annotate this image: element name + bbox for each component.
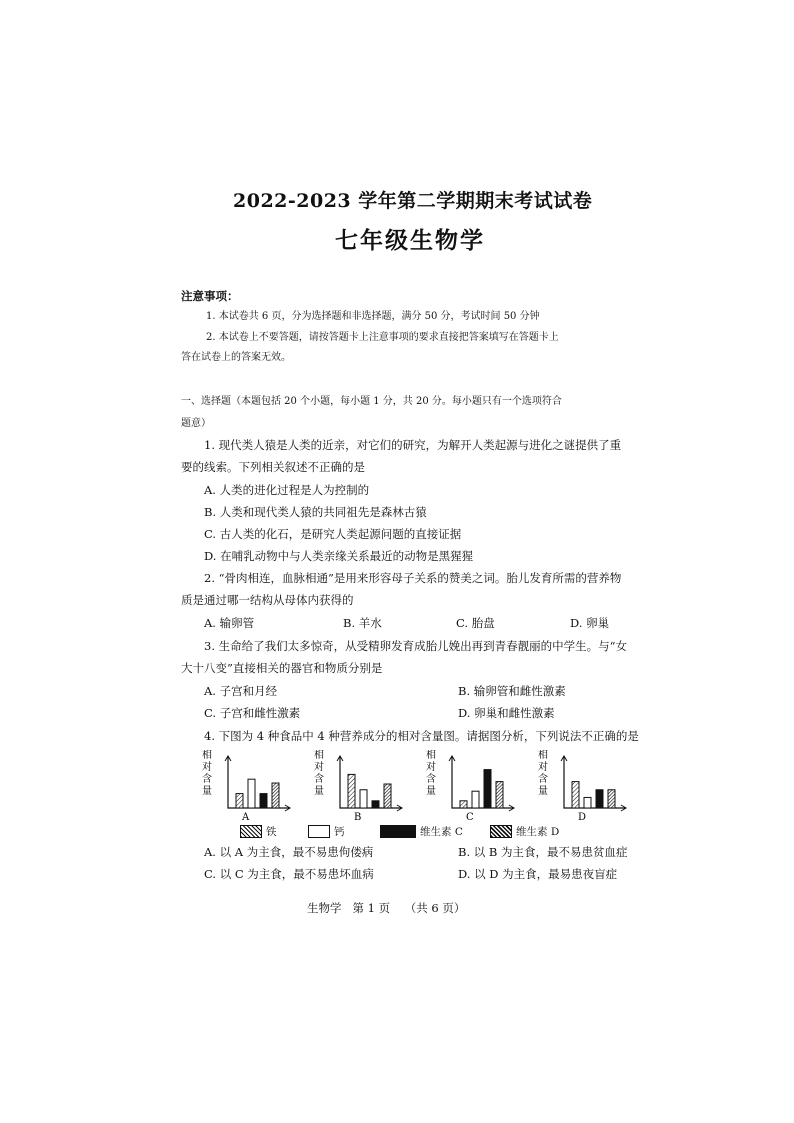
q3-stem-cont: 大十八变”直接相关的器官和物质分别是	[181, 661, 383, 675]
y-axis-label-char: 相	[314, 750, 324, 761]
hatch-swatch-icon	[240, 825, 262, 838]
chart-panel-b	[314, 750, 402, 823]
y-axis-label-char: 对	[314, 762, 324, 773]
y-axis-label-char: 量	[314, 786, 324, 797]
q1-stem-cont: 要的线索。下列相关叙述不正确的是	[181, 460, 365, 474]
panel-label: C	[466, 812, 474, 823]
notice-item-1: 1. 本试卷共 6 页，分为选择题和非选择题，满分 50 分，考试时间 50 分钟	[206, 311, 540, 322]
bar-b-2	[372, 801, 379, 808]
legend-vitamin-d: 维生素 D	[490, 824, 559, 839]
q1-option-d: D. 在哺乳动物中与人类亲缘关系最近的动物是黑猩猩	[204, 549, 474, 563]
q3-stem: 3. 生命给了我们太多惊奇，从受精卵发育成胎儿娩出再到青春靓丽的中学生。与“女	[204, 639, 628, 653]
bar-c-0	[460, 801, 467, 808]
q3-option-b: B. 输卵管和雌性激素	[458, 684, 566, 698]
legend-vitamin-c: 维生素 C	[380, 824, 463, 839]
q1-option-b: B. 人类和现代类人猿的共同祖先是森林古猿	[204, 505, 427, 519]
q2-option-d: D. 卵巢	[570, 616, 610, 630]
q2-stem: 2. “骨肉相连，血脉相通”是用来形容母子关系的赞美之词。胎儿发育所需的营养物	[204, 571, 622, 585]
bar-d-0	[572, 782, 579, 808]
y-axis-label-char: 相	[202, 750, 212, 761]
q1-option-a: A. 人类的进化过程是人为控制的	[204, 483, 370, 497]
bar-c-2	[484, 770, 491, 808]
bar-c-3	[496, 782, 503, 808]
axis-lines	[452, 756, 514, 808]
y-axis-label-char: 对	[426, 762, 436, 773]
bar-d-3	[608, 790, 615, 808]
y-axis-label-char: 量	[202, 786, 212, 797]
q4-option-c: C. 以 C 为主食，最不易患坏血病	[204, 867, 374, 881]
panel-label: A	[242, 812, 250, 823]
bar-a-1	[248, 779, 255, 808]
y-axis-label-char: 量	[538, 786, 548, 797]
bar-d-2	[596, 790, 603, 808]
y-axis-label-char: 含	[314, 774, 324, 785]
y-axis-label-char: 相	[426, 750, 436, 761]
exam-title: 2022-2023 学年第二学期期末考试试卷	[233, 190, 593, 212]
y-axis-label-char: 量	[426, 786, 436, 797]
bar-a-3	[272, 783, 279, 808]
q4-option-a: A. 以 A 为主食，最不易患佝偻病	[204, 845, 374, 859]
y-axis-label-char: 含	[426, 774, 436, 785]
q3-option-a: A. 子宫和月经	[204, 684, 278, 698]
open-swatch-icon	[308, 825, 330, 838]
q2-option-c: C. 胎盘	[456, 616, 495, 630]
q2-option-b: B. 羊水	[343, 616, 382, 630]
q3-option-c: C. 子宫和雌性激素	[204, 706, 301, 720]
section-heading-cont: 题意）	[181, 418, 211, 429]
bar-b-3	[384, 784, 391, 808]
chart-panel-a	[202, 750, 290, 823]
bar-b-1	[360, 790, 367, 808]
panel-label: D	[578, 812, 587, 823]
y-axis-label-char: 对	[538, 762, 548, 773]
q2-stem-cont: 质是通过哪一结构从母体内获得的	[181, 593, 354, 607]
chart-panel-d	[538, 750, 626, 823]
notice-item-2-cont: 答在试卷上的答案无效。	[181, 352, 291, 363]
y-axis-label-char: 相	[538, 750, 548, 761]
bar-d-1	[584, 797, 591, 808]
legend-calcium: 钙	[308, 824, 345, 839]
chart-panel-c	[426, 750, 514, 823]
notice-heading: 注意事项：	[181, 289, 239, 303]
section-heading: 一、选择题（本题包括 20 个小题，每小题 1 分，共 20 分。每小题只有一个选项符合	[181, 396, 562, 407]
q3-option-d: D. 卵巢和雌性激素	[458, 706, 555, 720]
bar-b-0	[348, 774, 355, 808]
q1-option-c: C. 古人类的化石，是研究人类起源问题的直接证据	[204, 527, 462, 541]
panel-label: B	[354, 812, 362, 823]
page-footer: 生物学 第 1 页 （共 6 页）	[307, 901, 466, 915]
bar-a-2	[260, 794, 267, 808]
solid-swatch-icon	[380, 825, 416, 838]
y-axis-label-char: 含	[202, 774, 212, 785]
y-axis-label-char: 对	[202, 762, 212, 773]
q4-stem: 4. 下图为 4 种食品中 4 种营养成分的相对含量图。请据图分析，下列说法不正确的是	[204, 729, 639, 743]
nutrient-bar-charts	[190, 750, 660, 825]
notice-item-2: 2. 本试卷上不要答题，请按答题卡上注意事项的要求直接把答案填写在答题卡上	[206, 332, 559, 343]
q1-stem: 1. 现代类人猿是人类的近亲，对它们的研究，为解开人类起源与进化之谜提供了重	[204, 438, 622, 452]
bar-c-1	[472, 791, 479, 808]
bar-a-0	[236, 794, 243, 808]
exam-subtitle: 七年级生物学	[335, 227, 485, 254]
q4-option-b: B. 以 B 为主食，最不易患贫血症	[458, 845, 628, 859]
legend-iron: 铁	[240, 824, 277, 839]
q4-option-d: D. 以 D 为主食，最易患夜盲症	[458, 867, 618, 881]
dense-hatch-swatch-icon	[490, 825, 512, 838]
y-axis-label-char: 含	[538, 774, 548, 785]
q2-option-a: A. 输卵管	[204, 616, 255, 630]
